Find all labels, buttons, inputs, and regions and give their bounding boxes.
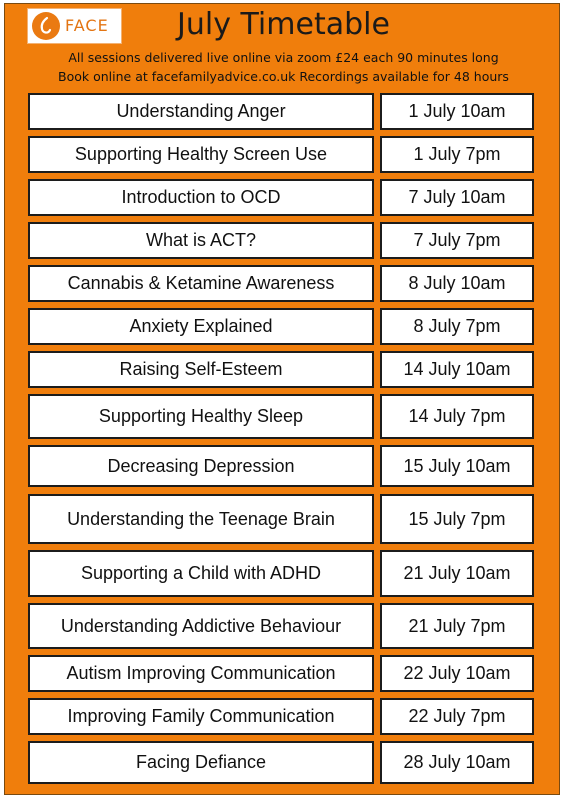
session-date: 22 July 7pm: [380, 698, 534, 735]
session-name: Supporting Healthy Screen Use: [28, 136, 374, 173]
session-date: 28 July 10am: [380, 741, 534, 784]
session-date: 14 July 7pm: [380, 394, 534, 439]
page-title: July Timetable: [177, 7, 390, 42]
session-name: Facing Defiance: [28, 741, 374, 784]
session-date: 8 July 10am: [380, 265, 534, 302]
session-name: Introduction to OCD: [28, 179, 374, 216]
session-date: 21 July 7pm: [380, 603, 534, 649]
session-date: 15 July 7pm: [380, 494, 534, 544]
session-date: 1 July 7pm: [380, 136, 534, 173]
session-name: Autism Improving Communication: [28, 655, 374, 692]
booking-info: Book online at facefamilyadvice.co.uk Recordings available for 48 hours: [58, 69, 509, 84]
session-name: Cannabis & Ketamine Awareness: [28, 265, 374, 302]
logo-text: FACE: [65, 16, 109, 35]
session-name: Supporting a Child with ADHD: [28, 550, 374, 597]
session-date: 15 July 10am: [380, 445, 534, 487]
session-date: 22 July 10am: [380, 655, 534, 692]
session-date: 8 July 7pm: [380, 308, 534, 345]
session-date: 21 July 10am: [380, 550, 534, 597]
session-name: Understanding the Teenage Brain: [28, 494, 374, 544]
session-name: Decreasing Depression: [28, 445, 374, 487]
session-name: Understanding Anger: [28, 93, 374, 130]
session-date: 1 July 10am: [380, 93, 534, 130]
session-name: Raising Self-Esteem: [28, 351, 374, 388]
session-date: 7 July 7pm: [380, 222, 534, 259]
delivery-info: All sessions delivered live online via zoom £24 each 90 minutes long: [68, 50, 499, 65]
session-date: 7 July 10am: [380, 179, 534, 216]
session-name: What is ACT?: [28, 222, 374, 259]
session-name: Anxiety Explained: [28, 308, 374, 345]
session-name: Understanding Addictive Behaviour: [28, 603, 374, 649]
session-date: 14 July 10am: [380, 351, 534, 388]
session-name: Improving Family Communication: [28, 698, 374, 735]
session-name: Supporting Healthy Sleep: [28, 394, 374, 439]
